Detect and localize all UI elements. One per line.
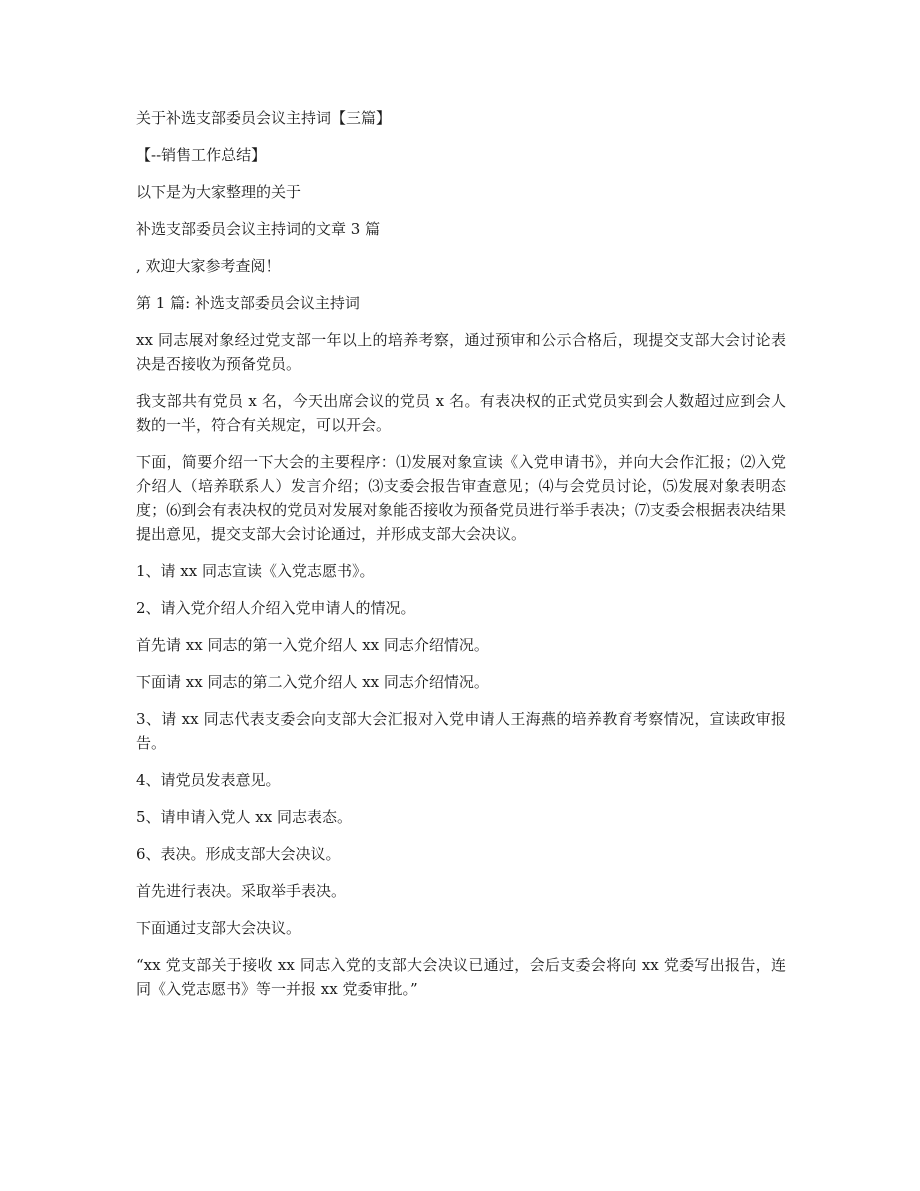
intro-line-1: 以下是为大家整理的关于 [136,183,302,201]
paragraph-resolution-quote: “xx 党支部关于接收 xx 同志入党的支部大会决议已通过，会后支委会将向 xx 党委写出报告，连同《入党志愿书》等一并报 xx 党委审批。” [136,956,786,998]
document-category: 【--销售工作总结】 [136,146,267,164]
paragraph-candidate-review: xx 同志展对象经过党支部一年以上的培养考察，通过预审和公示合格后，现提交支部大会讨论表决是否接收为预备党员。 [136,331,786,373]
paragraph-procedure: 下面，简要介绍一下大会的主要程序：⑴发展对象宣读《入党申请书》，并向大会作汇报；⑵入党介绍人（培养联系人）发言介绍；⑶支委会报告审查意见；⑷与会党员讨论，⑸发展对象表明态度；⑹到会有表决权的党员对发展对象能否接收为预备党员进行举手表决；⑺支委会根据表决结果提出意见，提交支部大会讨论通过，并形成支部大会决议。 [136,453,786,543]
document-body [136,106,786,1014]
paragraph-vote: 首先进行表决。采取举手表决。 [136,882,347,900]
document-title: 关于补选支部委员会议主持词【三篇】 [136,109,392,127]
paragraph-step-5: 5、请申请入党人 xx 同志表态。 [136,808,352,826]
intro-line-2: 补选支部委员会议主持词的文章 3 篇 [136,220,381,238]
paragraph-resolution: 下面通过支部大会决议。 [136,919,302,937]
intro-line-3: , 欢迎大家参考查阅！ [136,257,281,275]
paragraph-first-introducer: 首先请 xx 同志的第一入党介绍人 xx 同志介绍情况。 [136,636,489,654]
paragraph-step-3: 3、请 xx 同志代表支委会向支部大会汇报对入党申请人王海燕的培养教育考察情况，宣读政审报告。 [136,710,786,752]
paragraph-second-introducer: 下面请 xx 同志的第二入党介绍人 xx 同志介绍情况。 [136,673,489,691]
paragraph-step-6: 6、表决。形成支部大会决议。 [136,845,341,863]
paragraph-step-1: 1、请 xx 同志宣读《入党志愿书》。 [136,562,375,580]
section-heading: 第 1 篇: 补选支部委员会议主持词 [136,294,360,312]
paragraph-attendance: 我支部共有党员 x 名，今天出席会议的党员 x 名。有表决权的正式党员实到会人数超过应到会人数的一半，符合有关规定，可以开会。 [136,392,786,434]
paragraph-step-4: 4、请党员发表意见。 [136,771,281,789]
paragraph-step-2: 2、请入党介绍人介绍入党申请人的情况。 [136,599,416,617]
